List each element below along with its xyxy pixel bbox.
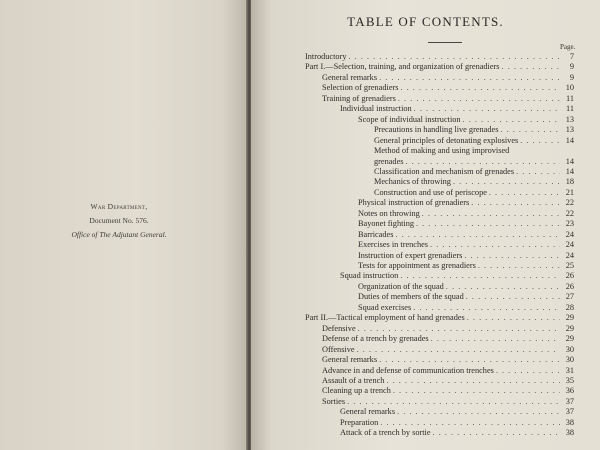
- toc-entry-title: Barricades: [358, 229, 394, 239]
- toc-entry: [305, 52, 574, 62]
- dot-leader: [496, 366, 560, 376]
- toc-entry-page-number: 27: [565, 292, 574, 302]
- toc-entry-title: Duties of members of the squad: [358, 292, 464, 302]
- toc-entry: [358, 251, 574, 261]
- toc-entry-page-number: 21: [565, 187, 574, 197]
- dot-leader: [395, 230, 560, 240]
- toc-entry-page-number: 38: [565, 417, 574, 427]
- dot-leader: [520, 136, 560, 146]
- toc-entry-title: General remarks: [322, 355, 378, 365]
- toc-entry-title: Construction and use of periscope: [374, 187, 487, 197]
- toc-entry: [358, 198, 574, 208]
- toc-entry-title: Preparation: [340, 417, 379, 427]
- dot-leader: [380, 418, 560, 428]
- toc-entry-title: Exercises in trenches: [358, 240, 429, 250]
- toc-entry: [358, 219, 574, 229]
- toc-entry-page-number: 11: [566, 93, 574, 103]
- toc-entry: [322, 94, 574, 104]
- toc-entry: [322, 334, 574, 344]
- page-title: TABLE OF CONTENTS.: [347, 14, 504, 29]
- toc-entry-title: Defense of a trench by grenades: [322, 334, 429, 344]
- toc-entry: [374, 177, 574, 187]
- toc-entry-title: General remarks: [322, 72, 378, 82]
- toc-entry-title: Method of making and using improvised: [374, 146, 510, 156]
- toc-entry-title: Sorties: [322, 396, 346, 406]
- toc-entry-page-number: 30: [565, 355, 574, 365]
- toc-entry-page-number: 38: [565, 428, 574, 438]
- dot-leader: [467, 313, 560, 323]
- toc-entry-title: Mechanics of throwing: [374, 177, 451, 187]
- toc-entry-title: Training of grenadiers: [322, 93, 396, 103]
- dot-leader: [401, 83, 561, 93]
- toc-entry-page-number: 11: [566, 104, 574, 114]
- left-page: [0, 0, 247, 450]
- toc-entry-title: Precautions in handling live grenades: [374, 125, 499, 135]
- toc-entry: [305, 313, 574, 323]
- page-column-header: Page.: [560, 43, 576, 51]
- toc-entry: [374, 188, 574, 198]
- dot-leader: [379, 73, 560, 83]
- toc-entry: [322, 386, 574, 396]
- dot-leader: [393, 386, 560, 396]
- toc-entry-page-number: 14: [565, 135, 574, 145]
- dot-leader: [386, 376, 560, 386]
- dot-leader: [413, 303, 560, 313]
- toc-entry: [322, 366, 574, 376]
- dot-leader: [398, 94, 560, 104]
- toc-entry-title: Cleaning up a trench: [322, 386, 391, 396]
- dot-leader: [406, 157, 561, 167]
- toc-entry-title: Part I.—Selection, training, and organization of grenadiers: [305, 62, 500, 72]
- toc-entry: [322, 345, 574, 355]
- toc-entry-title: Bayonet fighting: [358, 219, 414, 229]
- imprint-office: Office of The Adjutant General.: [71, 230, 167, 239]
- toc-entry-page-number: 24: [565, 229, 574, 239]
- toc-entry-page-number: 18: [565, 177, 574, 187]
- imprint-department: War Department,: [90, 202, 148, 211]
- dot-leader: [478, 261, 560, 271]
- toc-entry-page-number: 35: [565, 375, 574, 385]
- toc-entry-page-number: 26: [565, 271, 574, 281]
- toc-entry: [340, 104, 574, 114]
- dot-leader: [433, 428, 560, 438]
- toc-entry-page-number: 29: [565, 323, 574, 333]
- toc-entry-title: Organization of the squad: [358, 281, 444, 291]
- toc-entry: [358, 240, 574, 250]
- toc-entry-title: Assault of a trench: [322, 375, 385, 385]
- dot-leader: [502, 62, 560, 72]
- toc-entry: [358, 292, 574, 302]
- toc-entry-page-number: 30: [565, 344, 574, 354]
- dot-leader: [397, 407, 560, 417]
- imprint-document-number: Document No. 576.: [89, 216, 149, 225]
- dot-leader: [357, 345, 560, 355]
- toc-entry: [305, 62, 574, 72]
- toc-entry-title: Introductory: [305, 52, 347, 61]
- toc-entry-title: Selection of grenadiers: [322, 83, 399, 93]
- toc-entry-title: General remarks: [340, 407, 396, 417]
- toc-entry-page-number: 10: [565, 83, 574, 93]
- toc-entry-page-number: 36: [565, 386, 574, 396]
- document-imprint: [44, 200, 194, 242]
- toc-entry-title: Notes on throwing: [358, 208, 420, 218]
- toc-entry-page-number: 37: [565, 407, 574, 417]
- toc-entry: [322, 73, 574, 83]
- toc-entry-title: Offensive: [322, 344, 355, 354]
- toc-entry-page-number: 9: [569, 62, 574, 72]
- toc-entry: [322, 355, 574, 365]
- toc-entry-page-number: 29: [565, 313, 574, 323]
- title-rule: [428, 42, 462, 43]
- toc-entry: [374, 146, 574, 156]
- dot-leader: [430, 240, 560, 250]
- toc-entry-title: Classification and mechanism of grenades: [374, 166, 515, 176]
- toc-entry-page-number: 37: [565, 396, 574, 406]
- toc-entry-page-number: 28: [565, 302, 574, 312]
- dot-leader: [400, 271, 560, 281]
- dot-leader: [379, 355, 560, 365]
- toc-entry-title: Defensive: [322, 323, 356, 333]
- dot-leader: [431, 334, 560, 344]
- toc-entry-page-number: 14: [565, 166, 574, 176]
- toc-entry-page-number: 14: [565, 156, 574, 166]
- dot-leader: [348, 52, 560, 62]
- toc-entry: [358, 303, 574, 313]
- toc-entry-title: Part II.—Tactical employment of hand grenades: [305, 313, 465, 323]
- toc-entry-page-number: 26: [565, 281, 574, 291]
- toc-entry-page-number: 9: [569, 72, 574, 82]
- toc-entry-page-number: 24: [565, 240, 574, 250]
- toc-entry: [374, 167, 574, 177]
- toc-entry: [374, 157, 574, 167]
- toc-entry: [358, 209, 574, 219]
- toc-entry-page-number: 22: [565, 208, 574, 218]
- toc-entry-title: grenades: [374, 156, 404, 166]
- toc-entry: [322, 376, 574, 386]
- toc-entry-page-number: 25: [565, 261, 574, 270]
- toc-entry-title: Physical instruction of grenadiers: [358, 198, 470, 208]
- toc-entry-title: Advance in and defense of communication trenches: [322, 365, 494, 375]
- toc-entry: [374, 136, 574, 146]
- dot-leader: [464, 251, 560, 261]
- dot-leader: [463, 115, 560, 125]
- toc-entry-title: Scope of individual instruction: [358, 114, 461, 124]
- toc-entry-page-number: 13: [565, 125, 574, 135]
- toc-entry: [358, 230, 574, 240]
- toc-entry: [374, 125, 574, 135]
- toc-entry-title: Squad instruction: [340, 271, 399, 281]
- toc-entry: [340, 407, 574, 417]
- toc-entry: [358, 115, 574, 125]
- toc-entry-title: General principles of detonating explosives: [374, 135, 519, 145]
- toc-entry-page-number: 22: [565, 198, 574, 208]
- toc-entry-title: Tests for appointment as grenadiers: [358, 261, 476, 270]
- dot-leader: [516, 167, 560, 177]
- toc-entry: [358, 261, 574, 271]
- toc-entry-page-number: 23: [565, 219, 574, 229]
- toc-entry: [340, 271, 574, 281]
- toc-entry: [322, 83, 574, 93]
- dot-leader: [446, 282, 560, 292]
- toc-entry-page-number: 24: [565, 250, 574, 260]
- dot-leader: [347, 397, 560, 407]
- toc-entry: [340, 428, 574, 438]
- toc-entry: [322, 324, 574, 334]
- toc-entry-page-number: 7: [569, 52, 574, 61]
- toc-entry-page-number: 31: [565, 365, 574, 375]
- dot-leader: [471, 198, 560, 208]
- toc-entry: [322, 397, 574, 407]
- dot-leader: [453, 177, 560, 187]
- toc-entry-title: Squad exercises: [358, 302, 412, 312]
- dot-leader: [414, 104, 560, 114]
- toc-entry-page-number: 29: [565, 334, 574, 344]
- dot-leader: [358, 324, 560, 334]
- toc-entry-title: Attack of a trench by sortie: [340, 428, 431, 438]
- toc-entry-page-number: 13: [565, 114, 574, 124]
- dot-leader: [422, 209, 560, 219]
- dot-leader: [466, 292, 560, 302]
- toc-entry: [340, 418, 574, 428]
- dot-leader: [489, 188, 560, 198]
- dot-leader: [500, 125, 560, 135]
- toc-entry-title: Instruction of expert grenadiers: [358, 250, 463, 260]
- dot-leader: [416, 219, 560, 229]
- toc-entry-title: Individual instruction: [340, 104, 412, 114]
- toc-entry: [358, 282, 574, 292]
